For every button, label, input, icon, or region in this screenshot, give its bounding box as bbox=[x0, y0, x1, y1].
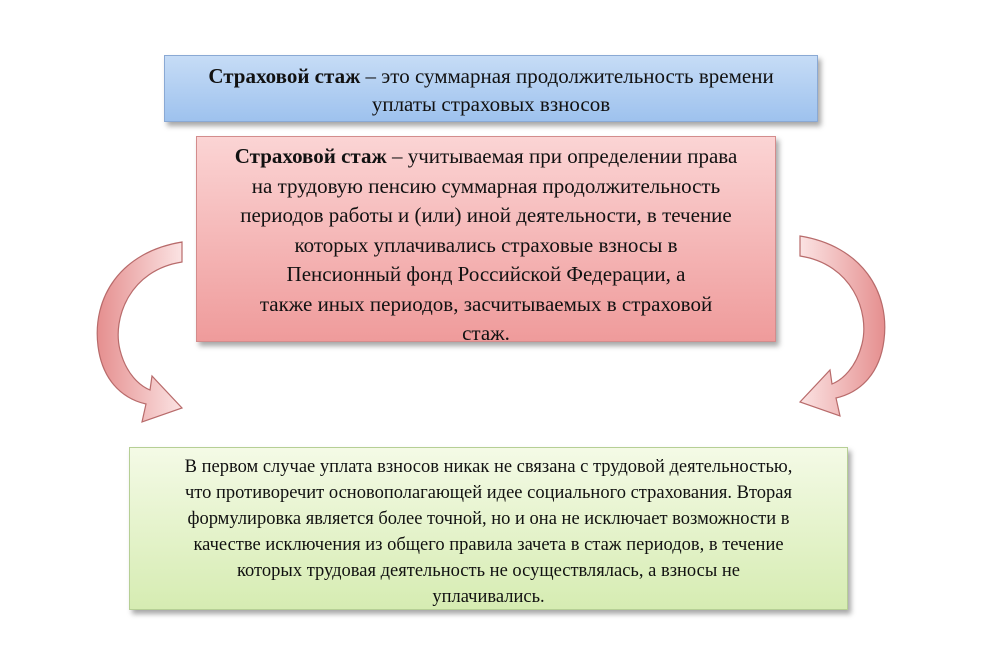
definition-box-1 bbox=[164, 55, 818, 122]
definition-1-term: Страховой стаж bbox=[208, 64, 361, 88]
definition-2-line: на трудовую пенсию суммарная продолжительность bbox=[251, 173, 721, 198]
definition-2-line: стаж. bbox=[462, 321, 510, 345]
conclusion-box bbox=[129, 447, 848, 610]
definition-2-line: периодов работы и (или) иной деятельности, в течение bbox=[240, 203, 732, 227]
conclusion-line: которых трудовая деятельность не осуществлялась, а взносы не bbox=[237, 561, 740, 581]
definition-2-text: – учитываемая при определении права bbox=[386, 144, 738, 168]
definition-2-line: также иных периодов, засчитываемых в страховой bbox=[259, 291, 713, 316]
definition-1-text: – это суммарная продолжительность времени bbox=[360, 64, 774, 88]
conclusion-line: качестве исключения из общего правила зачета в стаж периодов, в течение bbox=[193, 535, 784, 555]
definition-2-line: Пенсионный фонд Российской Федерации, а bbox=[286, 262, 686, 286]
definition-1-line-1 bbox=[165, 62, 817, 90]
conclusion-line: формулировка является более точной, но и она не исключает возможности в bbox=[187, 509, 790, 529]
conclusion-line: что противоречит основополагающей идее социального страхования. Вторая bbox=[184, 483, 793, 503]
definition-box-2 bbox=[196, 136, 776, 345]
conclusion-line: В первом случае уплата взносов никак не связана с трудовой деятельностью, bbox=[184, 457, 793, 477]
conclusion-line: уплачивались. bbox=[432, 587, 545, 607]
definition-2-term: Страховой стаж bbox=[234, 144, 387, 168]
right-curved-arrow-icon bbox=[792, 232, 892, 417]
definition-1-line-2: уплаты страховых взносов bbox=[371, 92, 611, 116]
left-curved-arrow-icon bbox=[90, 238, 190, 423]
definition-2-line-1 bbox=[197, 142, 775, 172]
definition-2-line: которых уплачивались страховые взносы в bbox=[294, 232, 678, 257]
